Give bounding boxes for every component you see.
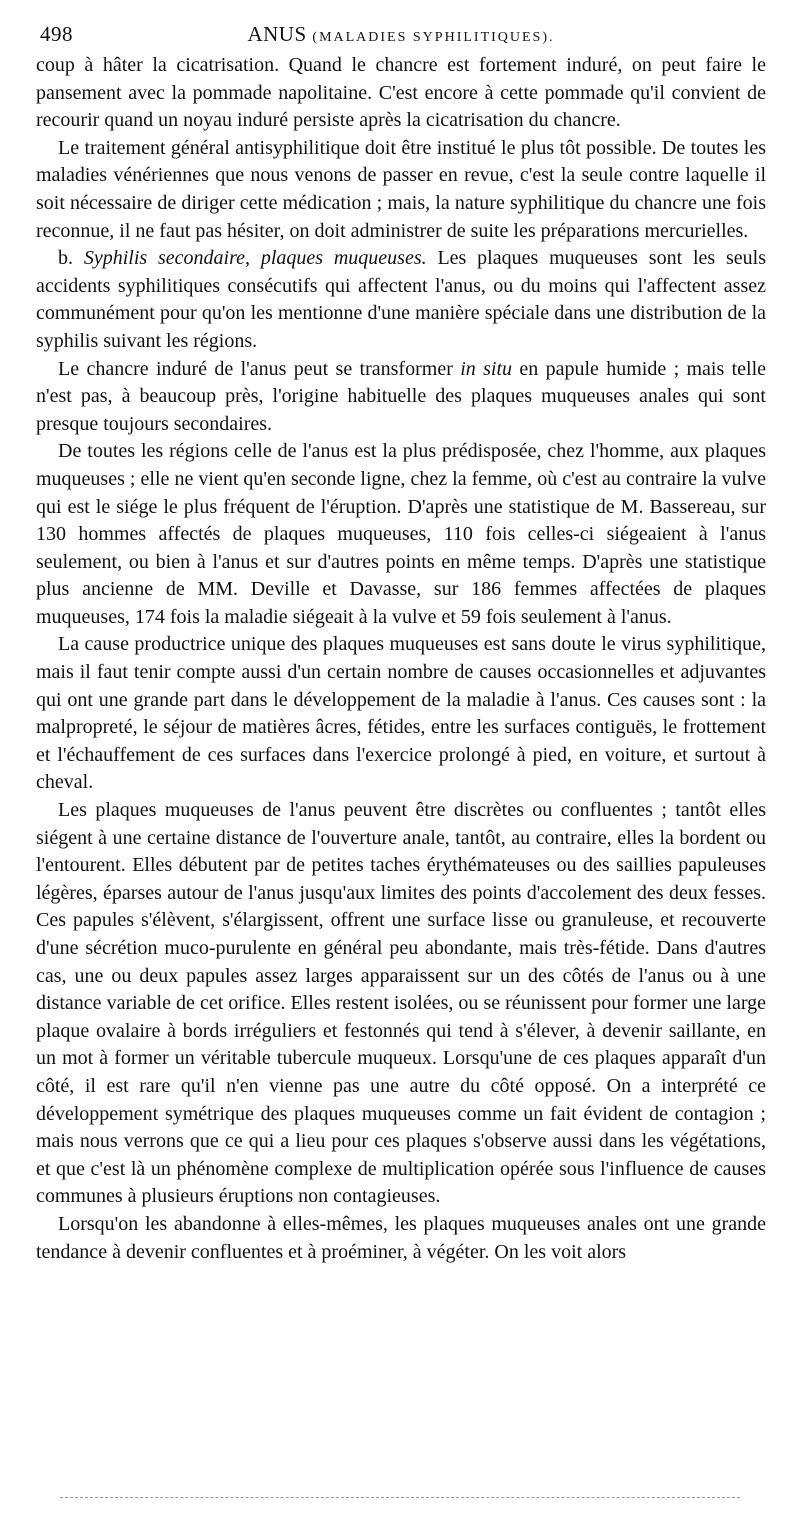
running-title-main: ANUS (247, 22, 307, 46)
paragraph (36, 135, 766, 245)
paragraph-text: Les plaques muqueuses sont les seuls accidents syphilitiques consécutifs qui affectent l'anus, ou du moins qui l'affectent assez communément pour qu'on les mentionne d'une manière spéciale dans une distribution de la syphilis suivant les régions. (36, 247, 767, 352)
paragraph (36, 438, 766, 631)
paragraph-text: Lorsqu'on les abandonne à elles-mêmes, les plaques muqueuses anales ont une grande tendance à devenir confluentes et à proéminer, à végéter. On les voit alors (36, 1212, 766, 1263)
paragraph (36, 52, 766, 135)
paragraph-text: Le chancre induré de l'anus peut se transformer (58, 357, 461, 380)
paragraph-text: Les plaques muqueuses de l'anus peuvent être discrètes ou confluentes ; tantôt elles siégent à une certaine distance de l'ouverture anale, tantôt, au contraire, elles la bordent ou l'entourent. Elles débutent par de petites taches érythémateuses ou des saillies papuleuses légères, éparses autour de l'anus jusqu'aux limites des points d'accolement des deux fesses. Ces papules s'élèvent, s'élargissent, offrent une surface lisse ou granuleuse, et recouverte d'une sécrétion muco-purulente en général peu abondante, mais très-fétide. Dans d'autres cas, une ou deux papules assez larges apparaissent sur un des côtés de l'anus ou à une distance variable de cet orifice. Elles restent isolées, ou se réunissent pour former une large plaque ovalaire à bords irréguliers et festonnés qui tend à s'élever, à devenir saillante, en un mot à former un véritable tubercule muqueux. Lorsqu'une de ces plaques apparaît d'un côté, il est rare qu'il n'en vienne pas une autre du côté opposé. On a interprété ce développement symétrique des plaques muqueuses comme un fait évident de contagion ; mais nous verrons que ce qui a lieu pour ces plaques s'observe aussi dans les végétations, et que c'est là un phénomène complexe de multiplication opérée sous l'influence de causes communes à plusieurs éruptions non contagieuses. (36, 799, 766, 1208)
paragraph-text: De toutes les régions celle de l'anus est la plus prédisposée, chez l'homme, aux plaques muqueuses ; elle ne vient qu'en seconde ligne, chez la femme, où c'est au contraire la vulve qui est le siége le plus fréquent de l'éruption. D'après une statistique de M. Bassereau, sur 130 hommes affectés de plaques muqueuses, 110 fois celles-ci siégeaient à l'anus seulement, ou bien à l'anus et sur d'autres points en même temps. D'après une statistique plus ancienne de MM. Deville et Davasse, sur 186 femmes affectées de plaques muqueuses, 174 fois la maladie siégeait à la vulve et 59 fois seulement à l'anus. (36, 440, 766, 628)
paragraph-section-b (36, 245, 766, 355)
section-heading: Syphilis secondaire, plaques muqueuses. (83, 247, 427, 270)
italic-term: in situ (460, 357, 513, 380)
page (36, 22, 766, 1266)
paragraph (36, 797, 766, 1211)
footer-rule (60, 1497, 740, 1498)
section-label: b. (58, 247, 84, 270)
running-title (36, 22, 766, 47)
paragraph-text: coup à hâter la cicatrisation. Quand le chancre est fortement induré, on peut faire le pansement avec la pommade napolitaine. C'est encore à cette pommade qu'il convient de recourir quand un noyau induré persiste après la cicatrisation du chancre. (36, 54, 766, 132)
running-head (36, 22, 766, 52)
running-title-subtitle: (MALADIES SYPHILITIQUES). (312, 30, 555, 45)
paragraph-text: Le traitement général antisyphilitique doit être institué le plus tôt possible. De toutes les maladies vénériennes que nous venons de passer en revue, c'est la seule contre laquelle il soit nécessaire de diriger cette médication ; mais, la nature syphilitique du chancre une fois reconnue, il ne faut pas hésiter, on doit administrer de suite les préparations mercurielles. (36, 136, 766, 242)
paragraph (36, 356, 766, 439)
paragraph-text: La cause productrice unique des plaques muqueuses est sans doute le virus syphilitique, mais il faut tenir compte aussi d'un certain nombre de causes occasionnelles et adjuvantes qui ont une grande part dans le développement de la maladie à l'anus. Ces causes sont : la malpropreté, le séjour de matières âcres, fétides, entre les surfaces contiguës, le frottement et l'échauffement de ces surfaces dans l'exercice prolongé à pied, en voiture, et surtout à cheval. (36, 633, 766, 794)
body-text (36, 52, 766, 1266)
paragraph (36, 631, 766, 797)
paragraph-text: en papule humide ; mais telle n'est pas, à beaucoup près, l'origine habituelle des plaques muqueuses anales qui sont presque toujours secondaires. (36, 357, 767, 435)
page-number: 498 (40, 22, 73, 46)
paragraph (36, 1211, 766, 1266)
